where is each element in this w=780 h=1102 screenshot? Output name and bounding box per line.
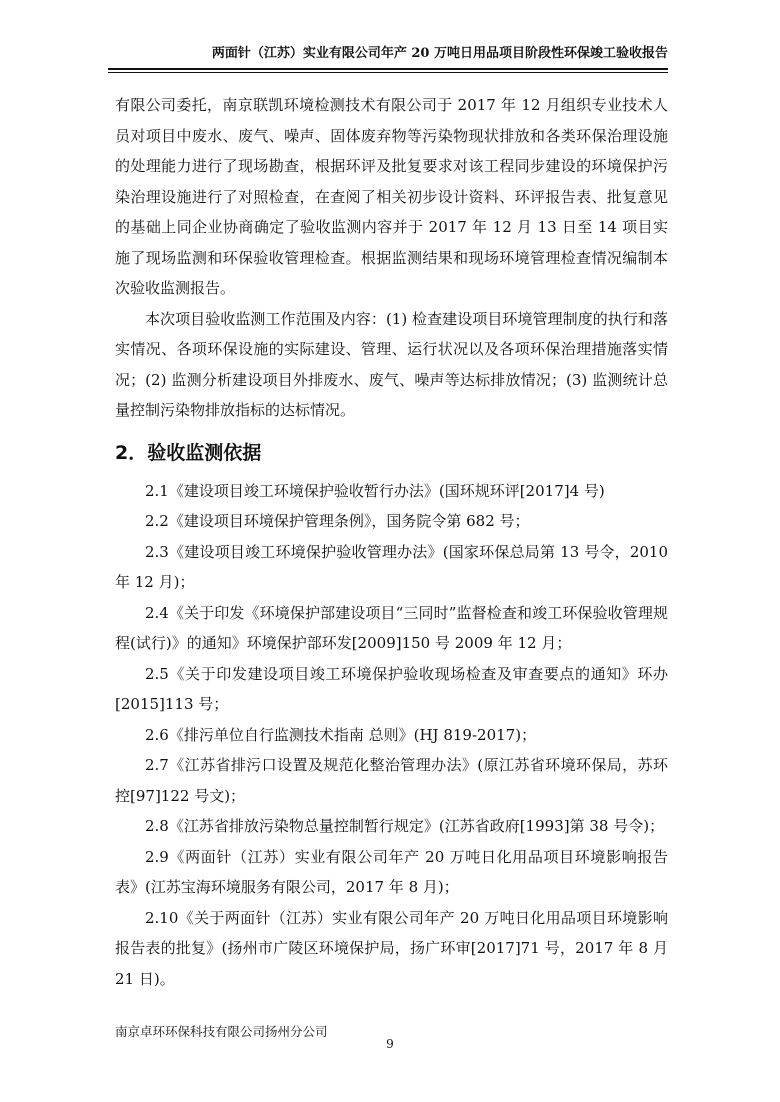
basis-item: 2.1《建设项目竣工环境保护验收暂行办法》(国环规环评[2017]4 号) — [145, 481, 605, 500]
basis-item: 2.6《排污单位自行监测技术指南 总则》(HJ 819-2017)； — [145, 725, 537, 744]
body-paragraph-continued: 有限公司委托，南京联凯环境检测技术有限公司于 2017 年 12 月组织专业技术人员对项目中废水、废气、噪声、固体废弃物等污染物现状排放和各类环保治理设施的处理能力进行了现场勘查，根据环评及批复要求对该工程同步建设的环境保护污染治理设施进行了对照检查，在查阅了相关初步设计资料、环评报告表、批复意见的基础上同企业协商确定了验收监测内容并于 2017 年 12 月 13 日至 14 项目实施了现场监测和环保验收管理检查。根据监测结果和现场环境管理检查情况编制本次验收监测报告。 — [115, 96, 668, 297]
header-rule-thick — [108, 68, 668, 70]
basis-item: 2.7《江苏省排污口设置及规范化整治管理办法》(原江苏省环境环保局，苏环控[97]122 号文)； — [115, 756, 668, 805]
page-body — [115, 90, 668, 994]
body-paragraph-scope: 本次项目验收监测工作范围及内容：(1) 检查建设项目环境管理制度的执行和落实情况、各项环保设施的实际建设、管理、运行状况以及各项环保治理措施落实情况；(2) 监测分析建设项目外排废水、废气、噪声等达标排放情况；(3) 监测统计总量控制污染物排放指标的达标情况。 — [115, 309, 668, 419]
basis-item: 2.10《关于两面针（江苏）实业有限公司年产 20 万吨日化用品项目环境影响报告表的批复》(扬州市广陵区环境保护局，扬广环审[2017]71 号，2017 年 8 月 21 日)。 — [115, 908, 668, 988]
running-header: 两面针（江苏）实业有限公司年产 20 万吨日用品项目阶段性环保竣工验收报告 — [211, 46, 668, 61]
header-rule-thin — [108, 72, 668, 73]
basis-item: 2.5《关于印发建设项目竣工环境保护验收现场检查及审查要点的通知》环办[2015]113 号； — [115, 664, 668, 713]
basis-item: 2.9《两面针（江苏）实业有限公司年产 20 万吨日化用品项目环境影响报告表》(江苏宝海环境服务有限公司，2017 年 8 月)； — [115, 847, 668, 896]
basis-item: 2.3《建设项目竣工环境保护验收管理办法》(国家环保总局第 13 号令，2010 年 12 月)； — [115, 542, 668, 591]
section-heading: 2．验收监测依据 — [115, 441, 262, 464]
footer-company: 南京卓环环保科技有限公司扬州分公司 — [115, 1024, 328, 1039]
basis-item: 2.8《江苏省排放污染物总量控制暂行规定》(江苏省政府[1993]第 38 号令)； — [145, 817, 665, 835]
page-number: 9 — [386, 1037, 394, 1051]
basis-item: 2.4《关于印发《环境保护部建设项目“三同时”监督检查和竣工环保验收管理规程(试行)》的通知》环境保护部环发[2009]150 号 2009 年 12 月； — [115, 603, 668, 652]
basis-item: 2.2《建设项目环境保护管理条例》，国务院令第 682 号； — [145, 512, 530, 530]
